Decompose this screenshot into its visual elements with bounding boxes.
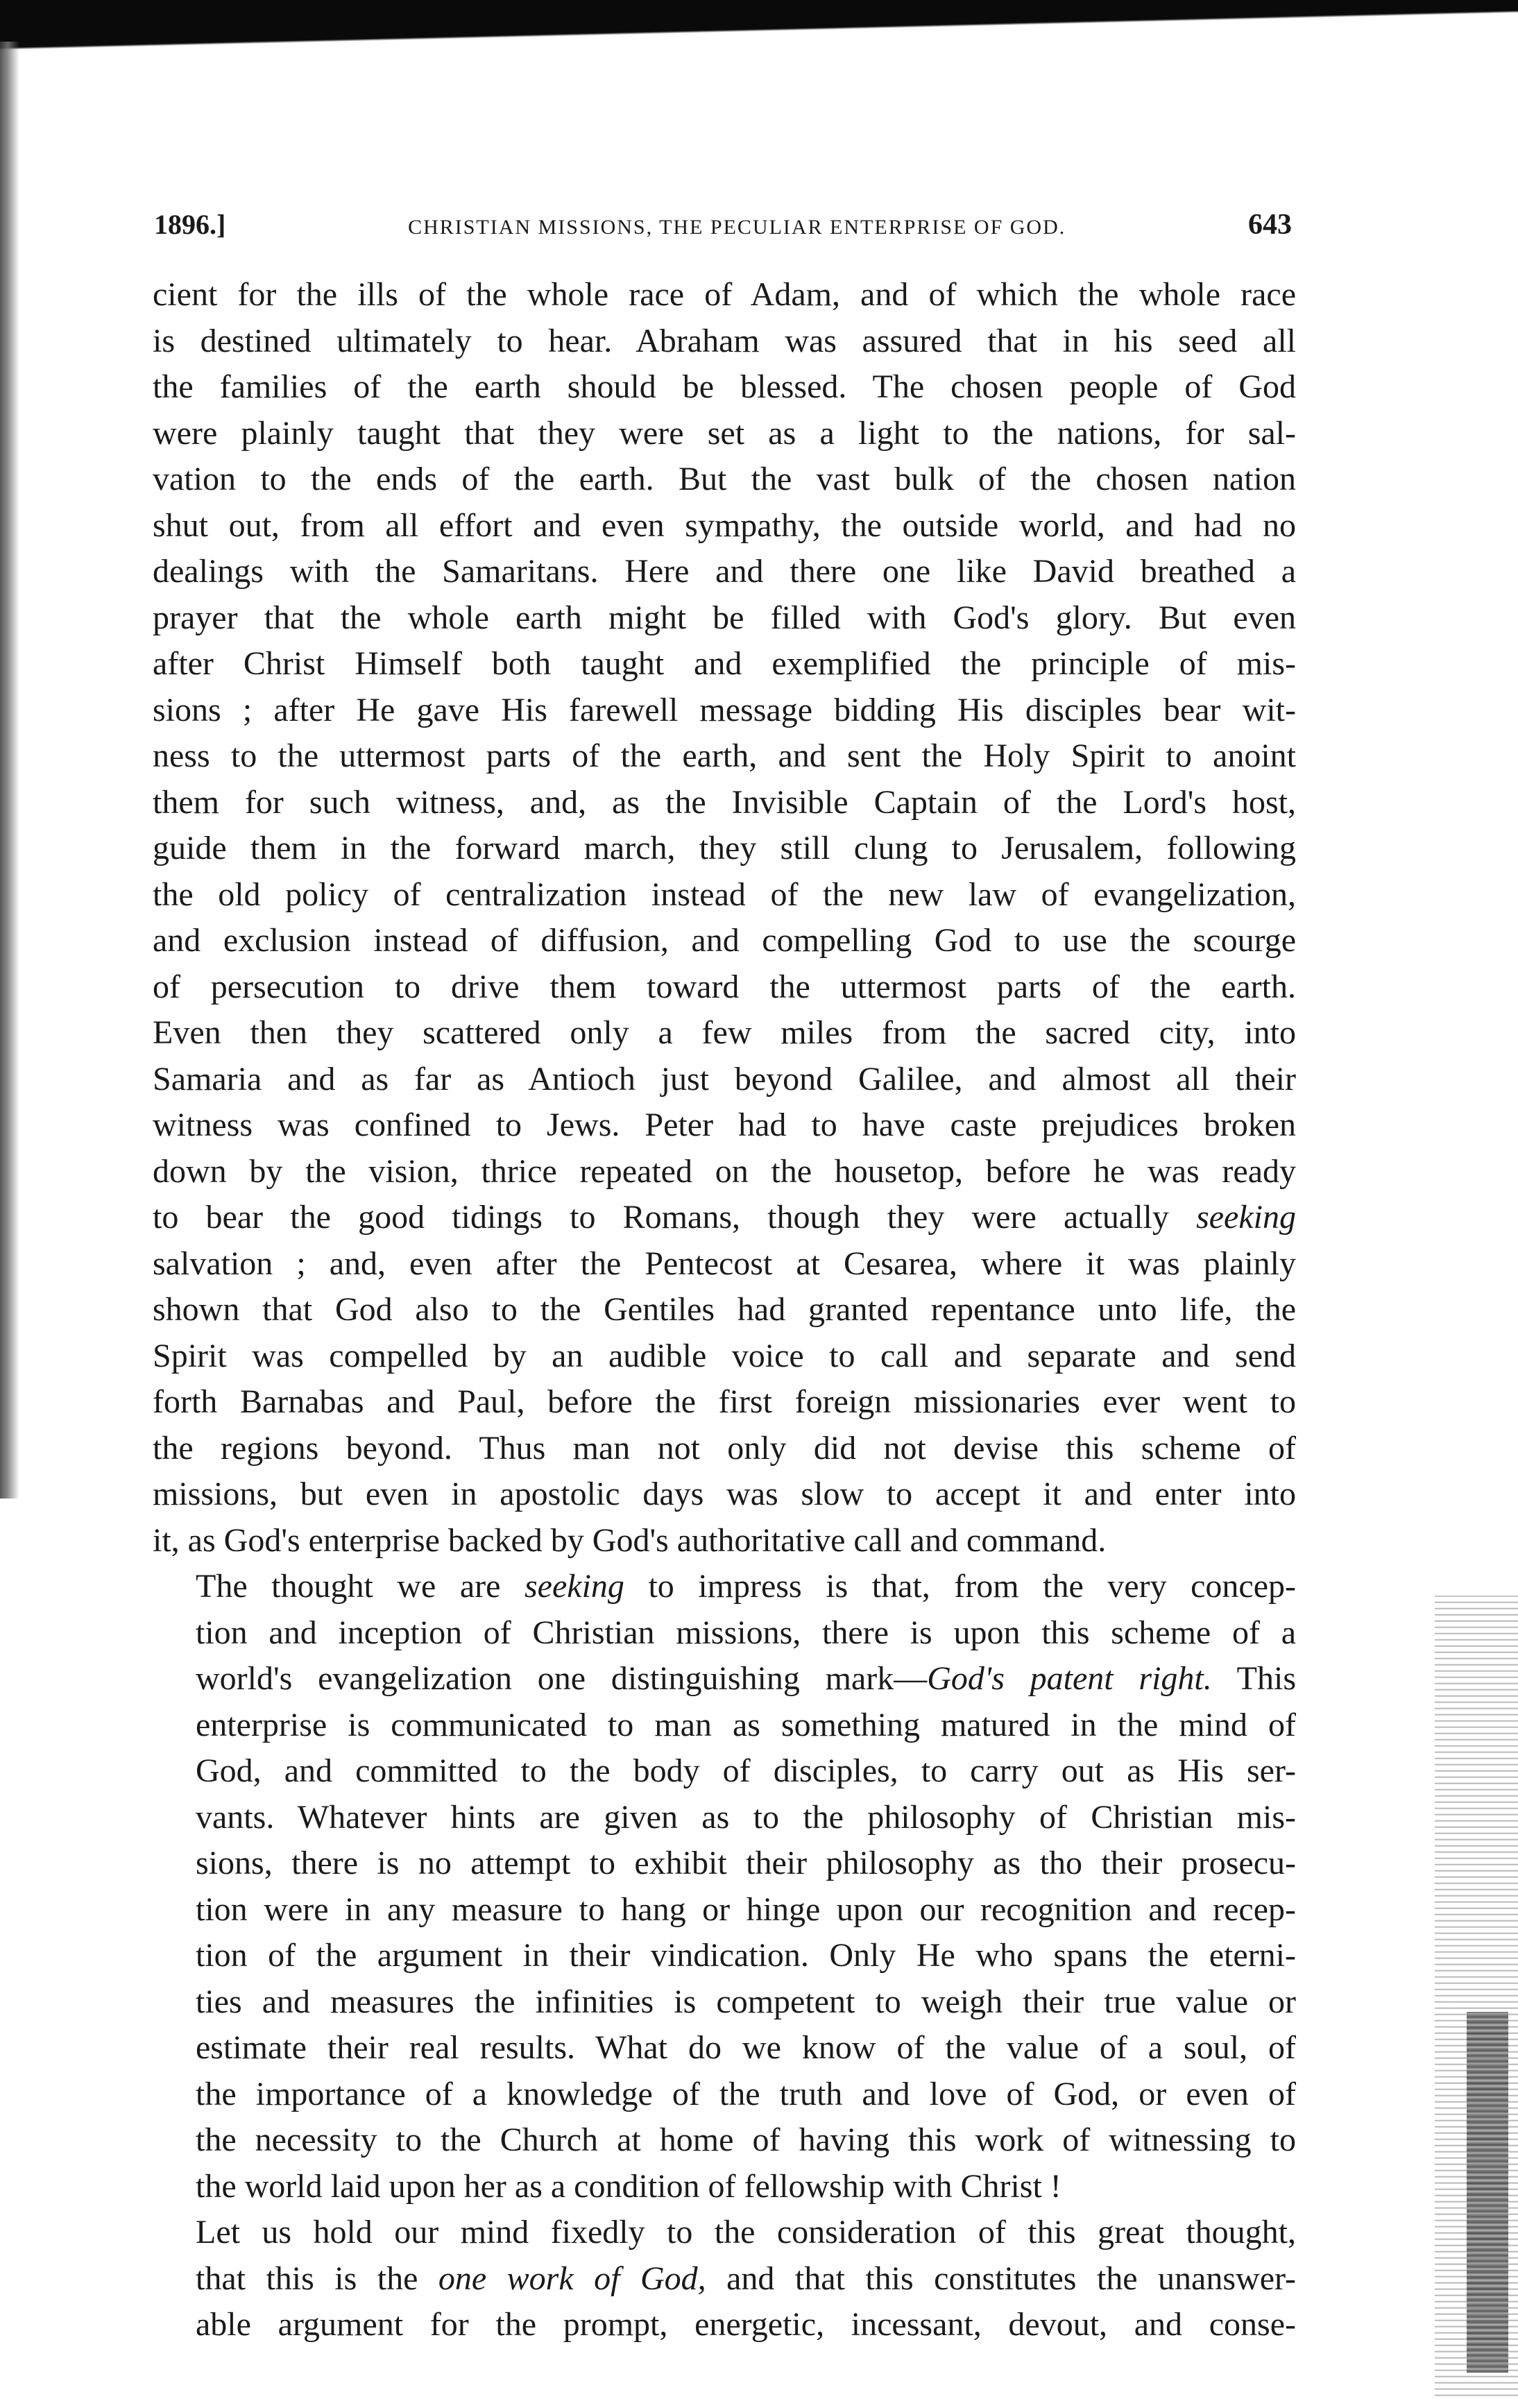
- text-line: the world laid upon her as a condition of fellowship with Christ !: [196, 2167, 1061, 2205]
- text-line: ness to the uttermost parts of the earth, and sent the Holy Spirit to anoint: [153, 737, 1296, 774]
- text-line: ties and measures the infinities is competent to weigh their true value or: [196, 1983, 1296, 2020]
- text-line: estimate their real results. What do we know of the value of a soul, of: [196, 2029, 1296, 2066]
- text-line: vation to the ends of the earth. But the vast bulk of the chosen nation: [153, 461, 1296, 497]
- text-line: them for such witness, and, as the Invisible Captain of the Lord's host,: [153, 783, 1296, 821]
- paragraph-2: [153, 1564, 1296, 2210]
- text-line: tion of the argument in their vindication. Only He who spans the eterni-: [196, 1937, 1296, 1974]
- text-line: were plainly taught that they were set as a light to the nations, for sal-: [153, 414, 1296, 452]
- text-line: of persecution to drive them toward the uttermost parts of the earth.: [153, 968, 1296, 1005]
- scan-binding-shadow: [0, 0, 1518, 76]
- text-line: enterprise is communicated to man as something matured in the mind of: [196, 1706, 1296, 1743]
- text-line: down by the vision, thrice repeated on the housetop, before he was ready: [153, 1152, 1296, 1190]
- text-line: sions, there is no attempt to exhibit their philosophy as tho their prosecu-: [196, 1845, 1296, 1881]
- text-line: the regions beyond. Thus man not only did not devise this scheme of: [153, 1429, 1296, 1467]
- text-line: tion were in any measure to hang or hinge upon our recognition and recep-: [196, 1890, 1296, 1928]
- text-line: guide them in the forward march, they still clung to Jerusalem, following: [153, 830, 1296, 866]
- header-year: 1896.]: [154, 209, 226, 240]
- text-line: is destined ultimately to hear. Abraham was assured that in his seed all: [153, 322, 1296, 359]
- page-body: [153, 272, 1296, 2348]
- text-line: witness was confined to Jews. Peter had to have caste prejudices broken: [153, 1107, 1296, 1143]
- text-line: The thought we are seeking to impress is that, from the very concep-: [196, 1568, 1296, 1605]
- text-line: the families of the earth should be blessed. The chosen people of God: [153, 368, 1296, 405]
- scan-right-bleed-dark: [1467, 2012, 1508, 2373]
- page-number: 643: [1247, 209, 1292, 241]
- italic-emphasis: one work of God,: [438, 2260, 706, 2297]
- text-line: Even then they scattered only a few miles from the sacred city, into: [153, 1014, 1296, 1051]
- text-line: shut out, from all effort and even sympathy, the outside world, and had no: [153, 506, 1296, 544]
- text-line: vants. Whatever hints are given as to the philosophy of Christian mis-: [196, 1798, 1296, 1836]
- text-line: able argument for the prompt, energetic, incessant, devout, and conse-: [196, 2306, 1296, 2343]
- text-line: to bear the good tidings to Romans, though they were actually seeking: [153, 1199, 1296, 1236]
- text-line: God, and committed to the body of disciples, to carry out as His ser-: [196, 1752, 1296, 1789]
- italic-emphasis: seeking: [525, 1568, 624, 1605]
- text-line: tion and inception of Christian missions, there is upon this scheme of a: [196, 1614, 1296, 1651]
- scan-left-edge: [0, 42, 19, 1498]
- italic-emphasis: seeking: [1196, 1199, 1296, 1236]
- text-line: Spirit was compelled by an audible voice to call and separate and send: [153, 1337, 1296, 1374]
- italic-emphasis: God's patent right.: [927, 1660, 1212, 1697]
- text-line: it, as God's enterprise backed by God's authoritative call and command.: [153, 1521, 1107, 1559]
- text-line: sions ; after He gave His farewell message bidding His disciples bear wit-: [153, 691, 1296, 728]
- text-line: after Christ Himself both taught and exemplified the principle of mis-: [153, 645, 1296, 682]
- text-line: cient for the ills of the whole race of Adam, and of which the whole race: [153, 276, 1296, 313]
- text-line: missions, but even in apostolic days was slow to accept it and enter into: [153, 1476, 1296, 1512]
- text-line: that this is the one work of God, and that this constitutes the unanswer-: [196, 2260, 1297, 2297]
- text-line: the necessity to the Church at home of having this work of witnessing to: [196, 2121, 1296, 2158]
- paragraph-1: [153, 272, 1296, 1564]
- running-header: [154, 208, 1292, 250]
- text-line: Let us hold our mind fixedly to the consideration of this great thought,: [196, 2214, 1296, 2251]
- text-line: world's evangelization one distinguishing mark—God's patent right. This: [196, 1660, 1297, 1697]
- header-running-title: CHRISTIAN MISSIONS, THE PECULIAR ENTERPRISE OF GOD.: [408, 216, 1066, 239]
- text-line: the importance of a knowledge of the truth and love of God, or even of: [196, 2075, 1296, 2112]
- paragraph-3: [153, 2210, 1296, 2348]
- text-line: shown that God also to the Gentiles had granted repentance unto life, the: [153, 1291, 1296, 1328]
- text-line: dealings with the Samaritans. Here and there one like David breathed a: [153, 553, 1296, 590]
- text-line: prayer that the whole earth might be filled with God's glory. But even: [153, 599, 1296, 636]
- text-line: the old policy of centralization instead of the new law of evangelization,: [153, 876, 1296, 913]
- text-line: Samaria and as far as Antioch just beyond Galilee, and almost all their: [153, 1060, 1296, 1098]
- text-line: salvation ; and, even after the Pentecost at Cesarea, where it was plainly: [153, 1245, 1296, 1282]
- text-line: and exclusion instead of diffusion, and compelling God to use the scourge: [153, 922, 1296, 959]
- text-line: forth Barnabas and Paul, before the first foreign missionaries ever went to: [153, 1383, 1296, 1420]
